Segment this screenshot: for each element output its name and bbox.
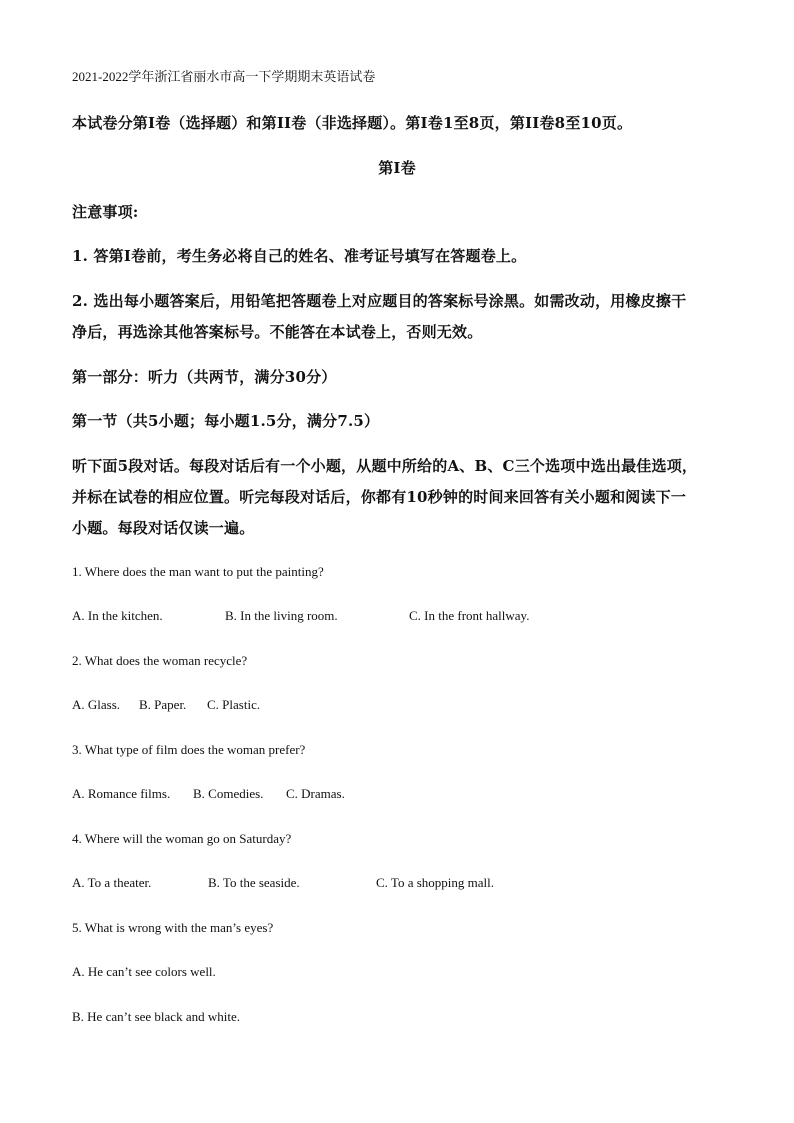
question-2-option-b: B. Paper.	[139, 697, 187, 712]
instructions-line-1: 听下面5段对话。每段对话后有一个小题，从题中所给的A、B、C三个选项中选出最佳选项，	[72, 457, 698, 475]
question-4-stem: 4. Where will the woman go on Saturday?	[72, 831, 292, 846]
part-heading: 第一部分：听力（共两节，满分30分）	[72, 368, 337, 386]
question-4-option-a: A. To a theater.	[72, 875, 152, 890]
question-3-option-a: A. Romance films.	[72, 786, 171, 801]
question-2-stem: 2. What does the woman recycle?	[72, 653, 248, 668]
question-1-option-a: A. In the kitchen.	[72, 608, 163, 623]
question-1-option-b: B. In the living room.	[225, 608, 338, 623]
question-3-option-b: B. Comedies.	[193, 786, 264, 801]
question-3-option-c: C. Dramas.	[286, 786, 345, 801]
question-5-option-a: A. He can’t see colors well.	[72, 964, 216, 979]
question-1-stem: 1. Where does the man want to put the painting?	[72, 564, 324, 579]
question-4-option-c: C. To a shopping mall.	[376, 875, 495, 890]
exam-intro: 本试卷分第I卷（选择题）和第II卷（非选择题）。第I卷1至8页，第II卷8至10页。	[72, 114, 633, 132]
notice-item-2: 2. 选出每小题答案后，用铅笔把答题卷上对应题目的答案标号涂黑。如需改动，用橡皮擦干	[72, 292, 687, 310]
notice-heading: 注意事项:	[72, 203, 139, 221]
notice-item-2-continued: 净后，再选涂其他答案标号。不能答在本试卷上，否则无效。	[72, 323, 483, 341]
notice-item-1: 1. 答第I卷前，考生务必将自己的姓名、准考证号填写在答题卷上。	[72, 247, 527, 265]
question-3-stem: 3. What type of film does the woman prefer?	[72, 742, 306, 757]
question-1-option-c: C. In the front hallway.	[409, 608, 530, 623]
instructions-line-2: 并标在试卷的相应位置。听完每段对话后，你都有10秒钟的时间来回答有关小题和阅读下一	[72, 488, 687, 506]
volume-heading: 第I卷	[378, 159, 416, 177]
question-5-option-b: B. He can’t see black and white.	[72, 1009, 240, 1024]
document-title: 2021-2022学年浙江省丽水市高一下学期期末英语试卷	[72, 69, 376, 84]
question-4-option-b: B. To the seaside.	[208, 875, 300, 890]
question-2-option-a: A. Glass.	[72, 697, 121, 712]
question-2-option-c: C. Plastic.	[207, 697, 261, 712]
question-5-stem: 5. What is wrong with the man’s eyes?	[72, 920, 274, 935]
instructions-line-3: 小题。每段对话仅读一遍。	[72, 519, 255, 537]
section-heading: 第一节（共5小题；每小题1.5分，满分7.5）	[72, 412, 380, 430]
